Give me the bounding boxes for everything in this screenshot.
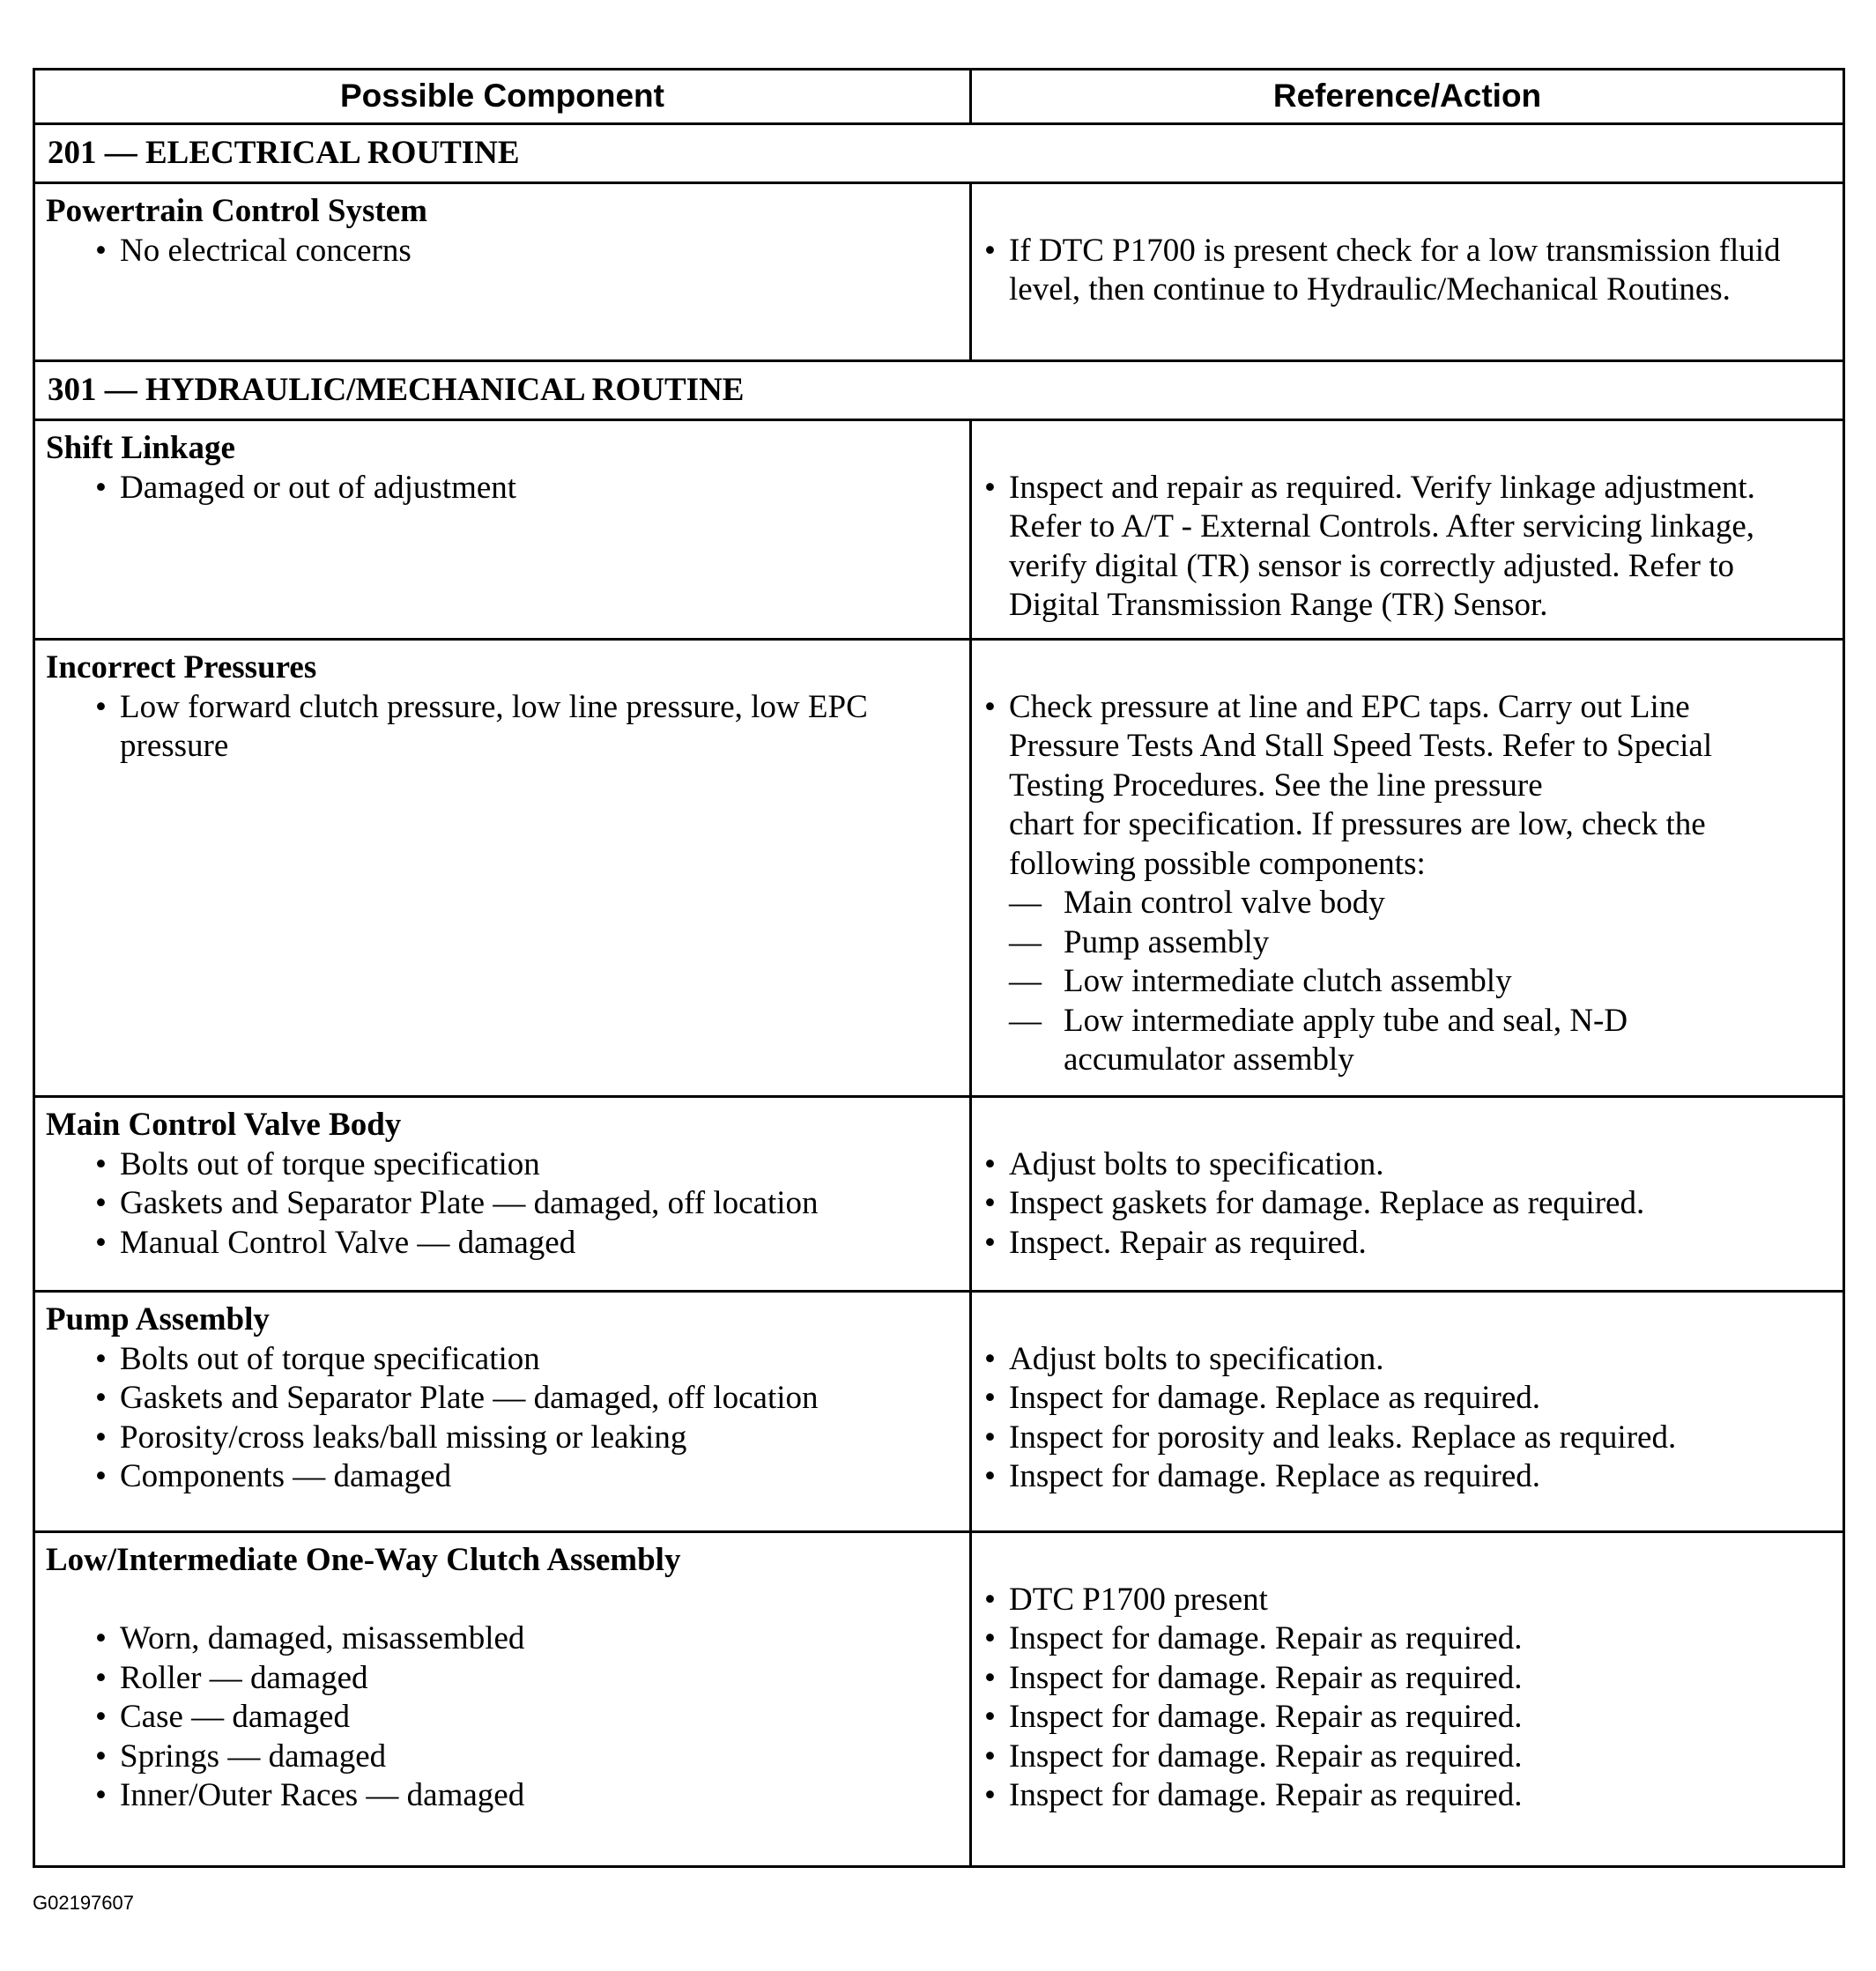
list-item: • Inspect for porosity and leaks. Replace as required. <box>984 1419 1832 1458</box>
list-item: • Inspect for damage. Replace as required. <box>984 1457 1832 1497</box>
component-title: Pump Assembly <box>46 1301 270 1337</box>
dash-item: — Low intermediate clutch assembly <box>1009 962 1832 1002</box>
component-cell <box>34 640 971 1097</box>
component-cell <box>34 1097 971 1292</box>
list-item: • Inspect and repair as required. Verify linkage adjustment. Refer to A/T - External Controls. After servicing linkage, verify digital (TR) sensor is correctly adjusted. Refer to Digital Transmission Range (TR) Sensor. <box>984 469 1832 626</box>
table-row <box>34 640 1844 1097</box>
list-item: • Inner/Outer Races — damaged <box>95 1776 959 1816</box>
section-heading: 201 — ELECTRICAL ROUTINE <box>34 124 1844 183</box>
section-heading: 301 — HYDRAULIC/MECHANICAL ROUTINE <box>34 361 1844 420</box>
table-row <box>34 1292 1844 1532</box>
table-row <box>34 1097 1844 1292</box>
table-row <box>34 420 1844 640</box>
action-cell <box>971 1292 1844 1532</box>
dash-item: — Low intermediate apply tube and seal, N-D accumulator assembly <box>1009 1002 1832 1080</box>
section-row <box>34 124 1844 183</box>
component-cell <box>34 183 971 361</box>
list-item: • Case — damaged <box>95 1698 959 1738</box>
list-item: • Check pressure at line and EPC taps. Carry out Line Pressure Tests And Stall Speed Tests. Refer to Special Testing Procedures. See the line pressure <box>984 688 1832 806</box>
list-item: • Gaskets and Separator Plate — damaged, off location <box>95 1379 959 1419</box>
list-item: • Low forward clutch pressure, low line pressure, low EPC pressure <box>95 688 959 767</box>
component-cell <box>34 1292 971 1532</box>
list-item-continued: chart for specification. If pressures are low, check the following possible components: <box>1009 806 1706 882</box>
list-item: • Inspect for damage. Repair as required. <box>984 1776 1832 1816</box>
figure-code: G02197607 <box>33 1892 134 1914</box>
component-title: Low/Intermediate One-Way Clutch Assembly <box>46 1542 681 1578</box>
action-cell <box>971 1532 1844 1867</box>
list-item: • Inspect for damage. Replace as required. <box>984 1379 1832 1419</box>
component-title: Powertrain Control System <box>46 193 427 229</box>
list-item: • Inspect for damage. Repair as required. <box>984 1619 1832 1659</box>
list-item: • Worn, damaged, misassembled <box>95 1619 959 1659</box>
list-item: • Springs — damaged <box>95 1738 959 1777</box>
table-row <box>34 183 1844 361</box>
component-title: Shift Linkage <box>46 430 235 466</box>
component-title: Incorrect Pressures <box>46 649 317 685</box>
action-cell <box>971 1097 1844 1292</box>
component-title: Main Control Valve Body <box>46 1107 402 1143</box>
component-cell <box>34 1532 971 1867</box>
action-cell <box>971 183 1844 361</box>
list-item: • Adjust bolts to specification. <box>984 1340 1832 1380</box>
header-row <box>34 70 1844 124</box>
list-item: • Porosity/cross leaks/ball missing or leaking <box>95 1419 959 1458</box>
component-cell <box>34 420 971 640</box>
list-item: • Damaged or out of adjustment <box>95 469 959 508</box>
header-reference-action: Reference/Action <box>971 70 1844 124</box>
action-cell <box>971 640 1844 1097</box>
list-item: • Inspect for damage. Repair as required. <box>984 1659 1832 1699</box>
list-item: • Inspect. Repair as required. <box>984 1224 1832 1263</box>
list-item: • No electrical concerns <box>95 232 959 271</box>
list-item: • Bolts out of torque specification <box>95 1340 959 1380</box>
header-possible-component: Possible Component <box>34 70 971 124</box>
list-item: • DTC P1700 present <box>984 1581 1832 1620</box>
list-item: • Manual Control Valve — damaged <box>95 1224 959 1263</box>
list-item: • Roller — damaged <box>95 1659 959 1699</box>
list-item: • Gaskets and Separator Plate — damaged, off location <box>95 1184 959 1224</box>
list-item: • Inspect for damage. Repair as required. <box>984 1698 1832 1738</box>
list-item: • Inspect gaskets for damage. Replace as required. <box>984 1184 1832 1224</box>
diagnostic-table <box>33 68 1845 1868</box>
list-item: • If DTC P1700 is present check for a low transmission fluid level, then continue to Hydraulic/Mechanical Routines. <box>984 232 1832 310</box>
list-item: • Components — damaged <box>95 1457 959 1497</box>
list-item: • Bolts out of torque specification <box>95 1145 959 1185</box>
section-row <box>34 361 1844 420</box>
dash-item: — Main control valve body <box>1009 884 1832 923</box>
dash-item: — Pump assembly <box>1009 923 1832 963</box>
action-cell <box>971 420 1844 640</box>
list-item: • Adjust bolts to specification. <box>984 1145 1832 1185</box>
table-row <box>34 1532 1844 1867</box>
list-item: • Inspect for damage. Repair as required. <box>984 1738 1832 1777</box>
